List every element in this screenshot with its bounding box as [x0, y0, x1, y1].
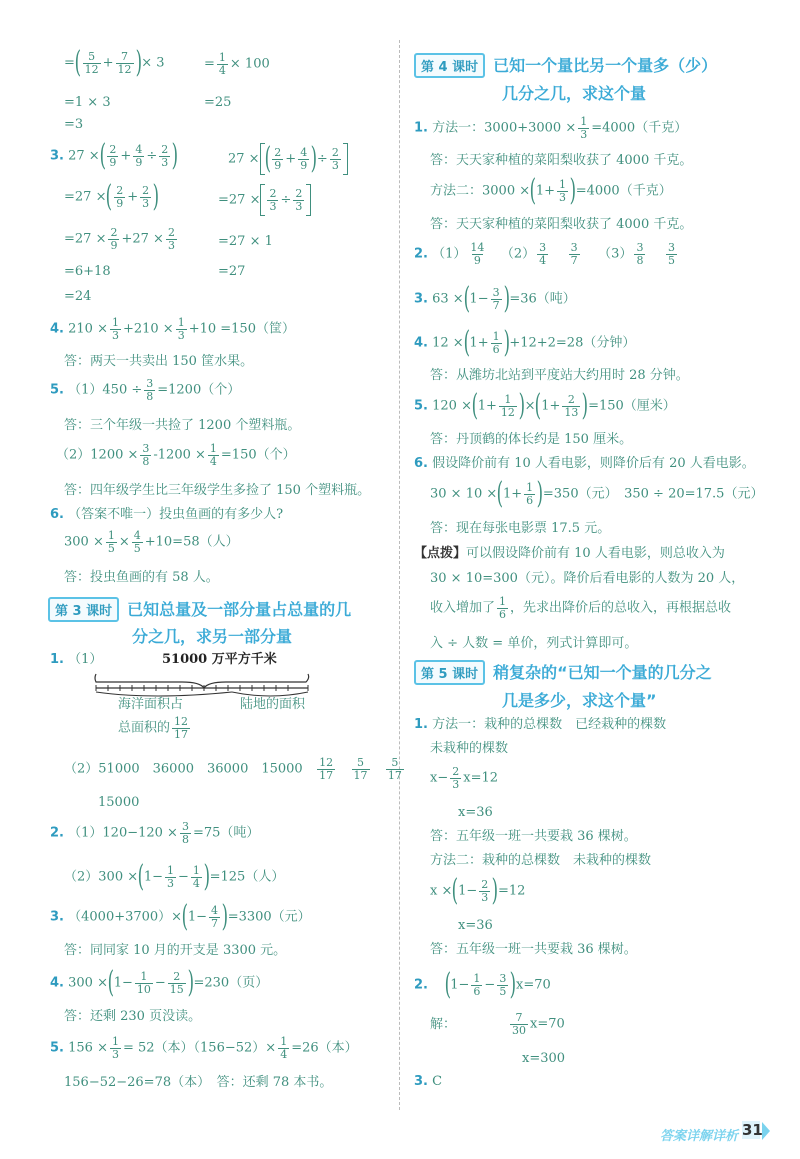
- q6-line1: 6. （答案不唯一）投虫鱼画的有多少人?: [50, 507, 284, 522]
- tip-line3: 收入增加了 $\frac{1}{6}$ ，先求出降价后的总收入，再根据总收: [430, 595, 732, 621]
- q5-line1: 5. （1）450 ÷ $\frac{3}{8}$ =1200（个）: [50, 377, 241, 403]
- r4-line: 4. 12 ×(1+ $\frac{1}{6}$ )+12+2=28（分钟）: [414, 325, 636, 360]
- r5-answer: 答：丹顶鹤的体长约是 150 厘米。: [430, 432, 633, 447]
- t3-line: 3. C: [414, 1074, 443, 1089]
- q6-line2: 300 × $\frac{1}{5}$ × $\frac{4}{5}$ +10=58（人）: [64, 529, 239, 555]
- line-l-a3: =3: [64, 117, 84, 132]
- q3-line4-right: =27: [218, 264, 246, 279]
- q5-answer2: 答：四年级学生比三年级学生多捡了 150 个塑料瓶。: [64, 483, 371, 498]
- s2-line2: （2）300 ×(1− $\frac{1}{3}$ − $\frac{1}{4}$ )=125（人）: [64, 859, 285, 894]
- r4-answer: 答：从潍坊北站到平度站大约用时 28 分钟。: [430, 368, 689, 383]
- s5-line1: 5. 156 × $\frac{1}{3}$ = 52（本）（156−52）× $\frac{1}{4}$ =26（本）: [50, 1035, 358, 1061]
- q3-line1: 3. 27 ×( $\frac{2}{9}$ + $\frac{4}{9}$ ÷ $\frac{2}{3}$ ): [50, 138, 179, 173]
- r1-line2: 方法二：3000 ×(1+ $\frac{1}{3}$ )=4000（千克）: [430, 173, 672, 208]
- page-number: 31: [742, 1121, 763, 1139]
- tip-line1: 【点拨】可以假设降价前有 10 人看电影，则总收入为: [414, 546, 725, 561]
- s1-land-brace: [232, 692, 308, 696]
- r5-line: 5. 120 ×(1+ $\frac{1}{12}$ )×(1+ $\frac{2}{13}$ )=150（厘米）: [414, 388, 676, 423]
- r6-answer: 答：现在每张电影票 17.5 元。: [430, 521, 611, 536]
- lesson-4-heading: 第 4 课时 已知一个量比另一个量多（少）: [414, 53, 717, 78]
- s1-ocean-brace: [96, 692, 232, 696]
- line-l-a2-right: =25: [204, 95, 232, 110]
- t1-answer2: 答：五年级一班一共要栽 36 棵树。: [430, 942, 637, 957]
- s1-line-diagram: [92, 668, 314, 698]
- line-l-a1: =( $\frac{5}{12}$ + $\frac{7}{12}$ )× 3: [64, 45, 165, 80]
- lesson-3-heading: 第 3 课时 已知总量及一部分量占总量的几: [48, 597, 351, 622]
- s5-line2: 156−52−26=78（本） 答：还剩 78 本书。: [64, 1075, 333, 1090]
- q3-line2: =27 ×( $\frac{2}{9}$ + $\frac{2}{3}$ ): [64, 179, 160, 214]
- lesson-3-heading-line2: 分之几，求另一部分量: [132, 627, 293, 646]
- q3-line3: =27 × $\frac{2}{9}$ +27 × $\frac{2}{3}$: [64, 226, 175, 252]
- t1-line5: 方法二：栽种的总棵数 未栽种的棵数: [430, 853, 652, 868]
- s1-total-label: 51000 万平方千米: [162, 652, 277, 667]
- r3-line: 3. 63 ×(1− $\frac{3}{7}$ )=36（吨）: [414, 281, 576, 316]
- t1-line7: x=36: [458, 918, 493, 933]
- tip-line2: 30 × 10=300（元）。降价后看电影的人数为 20 人，: [430, 571, 745, 586]
- t1-line3: x− $\frac{2}{3}$ x=12: [430, 765, 499, 791]
- s1-part2: （2）51000 36000 36000 15000 $\frac{12}{17}$ $\frac{5}{17}$ $\frac{5}{17}$: [64, 756, 402, 782]
- s1-part2-line2: 15000: [98, 795, 140, 810]
- t1-line6: x ×(1− $\frac{2}{3}$ )=12: [430, 873, 526, 908]
- q6-answer: 答：投虫鱼画的有 58 人。: [64, 570, 219, 585]
- s1-brace: [95, 674, 309, 688]
- t1-line4: x=36: [458, 805, 493, 820]
- t2-line2: $\frac{7}{30}$ x=70: [512, 1011, 565, 1037]
- t1-line1: 1. 方法一：栽种的总棵数 已经栽种的棵数: [414, 717, 667, 732]
- r6-line2: 30 × 10 ×(1+ $\frac{1}{6}$ )=350（元） 350 ÷ 20=17.5（元）: [430, 476, 764, 511]
- column-divider: [399, 40, 400, 1110]
- q3-line5: =24: [64, 289, 92, 304]
- line-l-a1-right: = $\frac{1}{4}$ × 100: [204, 51, 270, 77]
- lesson-5-heading-line2: 几是多少，求这个量”: [502, 691, 657, 710]
- footer-title: 答案详解详析: [659, 1129, 738, 1144]
- r6-line1: 6. 假设降价前有 10 人看电影，则降价后有 20 人看电影。: [414, 456, 755, 471]
- s3-answer: 答：同同家 10 月的开支是 3300 元。: [64, 943, 287, 958]
- lesson-5-badge: 第 5 课时: [414, 660, 485, 685]
- s1-ocean-label2: 总面积的 $\frac{12}{17}$: [118, 715, 189, 741]
- page-arrow-icon: [762, 1122, 770, 1140]
- t2-jie: 解：: [430, 1017, 457, 1032]
- s1-label: 1. （1）: [50, 652, 103, 667]
- s4-line1: 4. 300 ×(1− $\frac{1}{10}$ − $\frac{2}{15}$ )=230（页）: [50, 965, 269, 1000]
- r1-line1: 1. 方法一：3000+3000 × $\frac{1}{3}$ =4000（千克）: [414, 115, 688, 141]
- t1-answer1: 答：五年级一班一共要栽 36 棵树。: [430, 829, 637, 844]
- q4-answer: 答：两天一共卖出 150 筐水果。: [64, 354, 254, 369]
- s4-answer: 答：还剩 230 页没读。: [64, 1009, 202, 1024]
- q3-line2-right: =27 × $\frac{2}{3}$ ÷ $\frac{2}{3}$: [218, 184, 311, 216]
- lesson-3-badge: 第 3 课时: [48, 597, 119, 622]
- q4-line: 4. 210 × $\frac{1}{3}$ +210 × $\frac{1}{3}$ +10 =150（筐）: [50, 316, 295, 342]
- t2-line3: x=300: [522, 1051, 566, 1066]
- r1-answer1: 答：天天家种植的菜阳梨收获了 4000 千克。: [430, 153, 693, 168]
- lesson-5-heading: 第 5 课时 稍复杂的“已知一个量的几分之: [414, 660, 712, 685]
- lesson-4-heading-line2: 几分之几，求这个量: [502, 84, 647, 103]
- t1-line2: 未栽种的棵数: [430, 741, 509, 756]
- q3-line4: =6+18: [64, 264, 111, 279]
- q5-line2: （2）1200 × $\frac{3}{8}$ -1200 × $\frac{1}{4}$ =150（个）: [56, 442, 296, 468]
- s3-line1: 3. （4000+3700）×(1− $\frac{4}{7}$ )=3300（元）: [50, 899, 311, 934]
- q3-line3-right: =27 × 1: [218, 234, 273, 249]
- s1-ocean-label1: 海洋面积占: [118, 697, 184, 712]
- q3-line1-right: 27 × ( $\frac{2}{9}$ + $\frac{4}{9}$ )÷ $\frac{2}{3}$: [228, 143, 348, 175]
- s2-line1: 2. （1）120−120 × $\frac{3}{8}$ =75（吨）: [50, 820, 260, 846]
- tip-line4: 入 ÷ 人数 = 单价，列式计算即可。: [430, 636, 638, 651]
- s1-land-label: 陆地的面积: [240, 697, 306, 712]
- q5-answer1: 答：三个年级一共捡了 1200 个塑料瓶。: [64, 418, 301, 433]
- r2-line: 2. （1） $\frac{14}{9}$ （2） $\frac{3}{4}$ $\frac{3}{7}$ （3） $\frac{3}{8}$ $\frac{3}{5}$: [414, 241, 675, 267]
- t2-line1: 2. (1− $\frac{1}{6}$ − $\frac{3}{5}$ )x=70: [414, 967, 551, 1002]
- r1-answer2: 答：天天家种植的菜阳梨收获了 4000 千克。: [430, 217, 693, 232]
- line-l-a2: =1 × 3: [64, 95, 111, 110]
- lesson-4-badge: 第 4 课时: [414, 53, 485, 78]
